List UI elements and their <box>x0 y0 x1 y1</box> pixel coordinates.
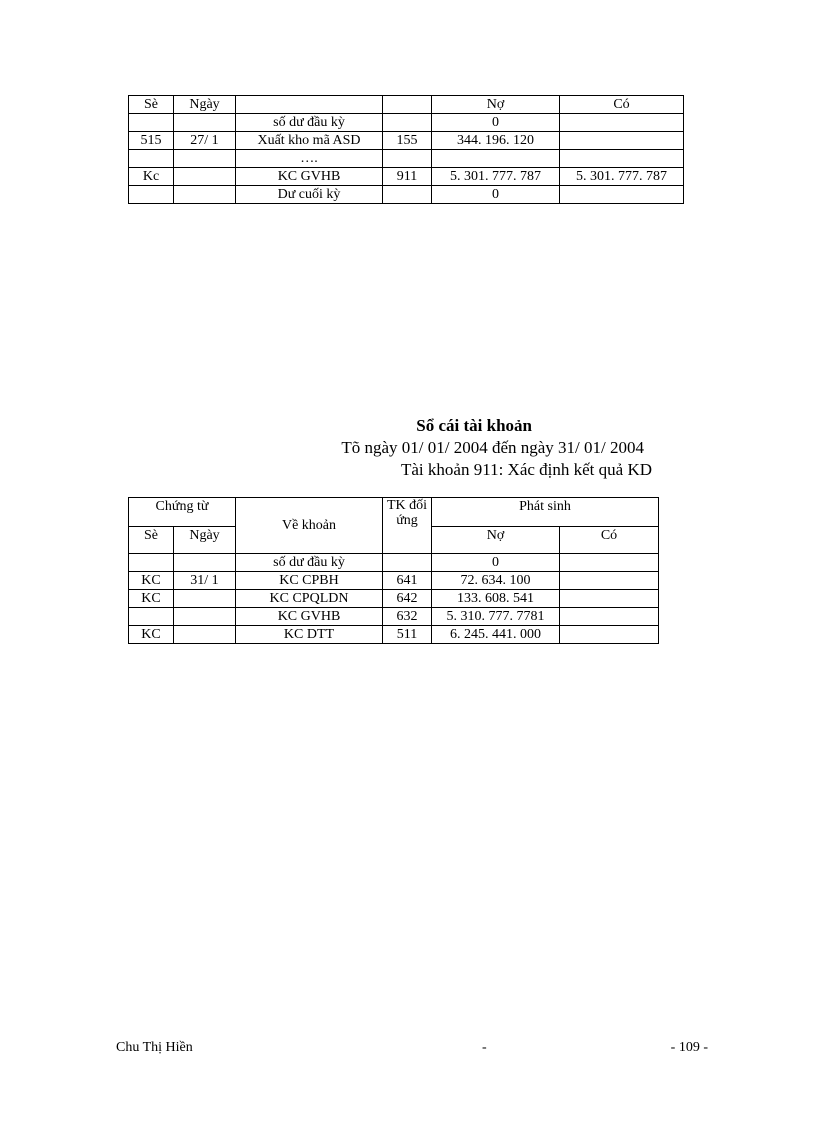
cell-ve-khoan: Xuất kho mã ASD <box>236 132 383 150</box>
cell-ve-khoan: KC CPBH <box>236 572 383 590</box>
cell-no: 6. 245. 441. 000 <box>432 626 560 644</box>
header-chung-tu: Chứng từ <box>129 498 236 527</box>
cell-no <box>432 150 560 168</box>
cell-co <box>560 114 684 132</box>
cell-ve-khoan: Dư cuối kỳ <box>236 186 383 204</box>
cell-tk: 911 <box>383 168 432 186</box>
cell-se: 515 <box>129 132 174 150</box>
cell-tk: 641 <box>383 572 432 590</box>
cell-no: 0 <box>432 186 560 204</box>
cell-ngay <box>174 590 236 608</box>
cell-se <box>129 608 174 626</box>
header-phat-sinh: Phát sinh <box>432 498 659 527</box>
cell-ve-khoan: KC DTT <box>236 626 383 644</box>
cell-no: 0 <box>432 554 560 572</box>
footer-separator: - <box>482 1040 487 1055</box>
cell-co <box>560 132 684 150</box>
table-header-row <box>129 96 684 114</box>
ledger-title: Sổ cái tài khoản <box>416 416 532 435</box>
table-header-row <box>129 498 659 527</box>
cell-co <box>560 554 659 572</box>
cell-ngay <box>174 114 236 132</box>
cell-se <box>129 186 174 204</box>
cell-se: Kc <box>129 168 174 186</box>
cell-tk: 632 <box>383 608 432 626</box>
cell-tk <box>383 114 432 132</box>
header-co: Có <box>560 96 684 114</box>
cell-ngay: 31/ 1 <box>174 572 236 590</box>
cell-ve-khoan: KC GVHB <box>236 168 383 186</box>
header-ngay: Ngày <box>174 527 236 554</box>
cell-no: 0 <box>432 114 560 132</box>
cell-se <box>129 114 174 132</box>
cell-co <box>560 626 659 644</box>
cell-se: KC <box>129 590 174 608</box>
cell-ngay <box>174 186 236 204</box>
table-row <box>129 150 684 168</box>
cell-se: KC <box>129 572 174 590</box>
cell-ve-khoan: KC GVHB <box>236 608 383 626</box>
cell-ve-khoan: số dư đầu kỳ <box>236 114 383 132</box>
cell-tk <box>383 150 432 168</box>
header-tk-doi-ung: TK đối ứng <box>383 498 432 554</box>
cell-se <box>129 150 174 168</box>
cell-tk: 155 <box>383 132 432 150</box>
header-ngay: Ngày <box>174 96 236 114</box>
cell-ngay: 27/ 1 <box>174 132 236 150</box>
header-no: Nợ <box>432 527 560 554</box>
cell-ngay <box>174 626 236 644</box>
cell-no: 5. 310. 777. 7781 <box>432 608 560 626</box>
cell-ngay <box>174 608 236 626</box>
table-row <box>129 186 684 204</box>
ledger-table-continued <box>128 95 684 204</box>
cell-no: 72. 634. 100 <box>432 572 560 590</box>
header-se: Sè <box>129 527 174 554</box>
cell-tk: 511 <box>383 626 432 644</box>
cell-tk <box>383 186 432 204</box>
cell-ve-khoan: …. <box>236 150 383 168</box>
header-co: Có <box>560 527 659 554</box>
cell-co <box>560 608 659 626</box>
cell-co <box>560 150 684 168</box>
cell-tk <box>383 554 432 572</box>
table-row <box>129 626 659 644</box>
cell-no: 133. 608. 541 <box>432 590 560 608</box>
header-tk <box>383 96 432 114</box>
ledger-date-range: Tõ ngày 01/ 01/ 2004 đến ngày 31/ 01/ 2004 <box>341 438 644 457</box>
table-row <box>129 168 684 186</box>
cell-co <box>560 590 659 608</box>
header-se: Sè <box>129 96 174 114</box>
header-ve-khoan: Về khoản <box>236 498 383 554</box>
cell-co <box>560 572 659 590</box>
cell-tk: 642 <box>383 590 432 608</box>
cell-ngay <box>174 168 236 186</box>
table-row <box>129 608 659 626</box>
cell-no: 344. 196. 120 <box>432 132 560 150</box>
cell-ve-khoan: số dư đầu kỳ <box>236 554 383 572</box>
table-row <box>129 554 659 572</box>
table-row <box>129 132 684 150</box>
cell-no: 5. 301. 777. 787 <box>432 168 560 186</box>
cell-ngay <box>174 150 236 168</box>
page-number: - 109 - <box>670 1040 708 1055</box>
cell-co: 5. 301. 777. 787 <box>560 168 684 186</box>
cell-se <box>129 554 174 572</box>
table-row <box>129 572 659 590</box>
ledger-account: Tài khoản 911: Xác định kết quả KD <box>401 460 652 479</box>
header-no: Nợ <box>432 96 560 114</box>
footer-author: Chu Thị Hiền <box>116 1040 193 1055</box>
cell-co <box>560 186 684 204</box>
general-ledger-table <box>128 497 659 644</box>
cell-se: KC <box>129 626 174 644</box>
cell-ve-khoan: KC CPQLDN <box>236 590 383 608</box>
table-row <box>129 590 659 608</box>
table-row <box>129 114 684 132</box>
header-ve-khoan <box>236 96 383 114</box>
cell-ngay <box>174 554 236 572</box>
